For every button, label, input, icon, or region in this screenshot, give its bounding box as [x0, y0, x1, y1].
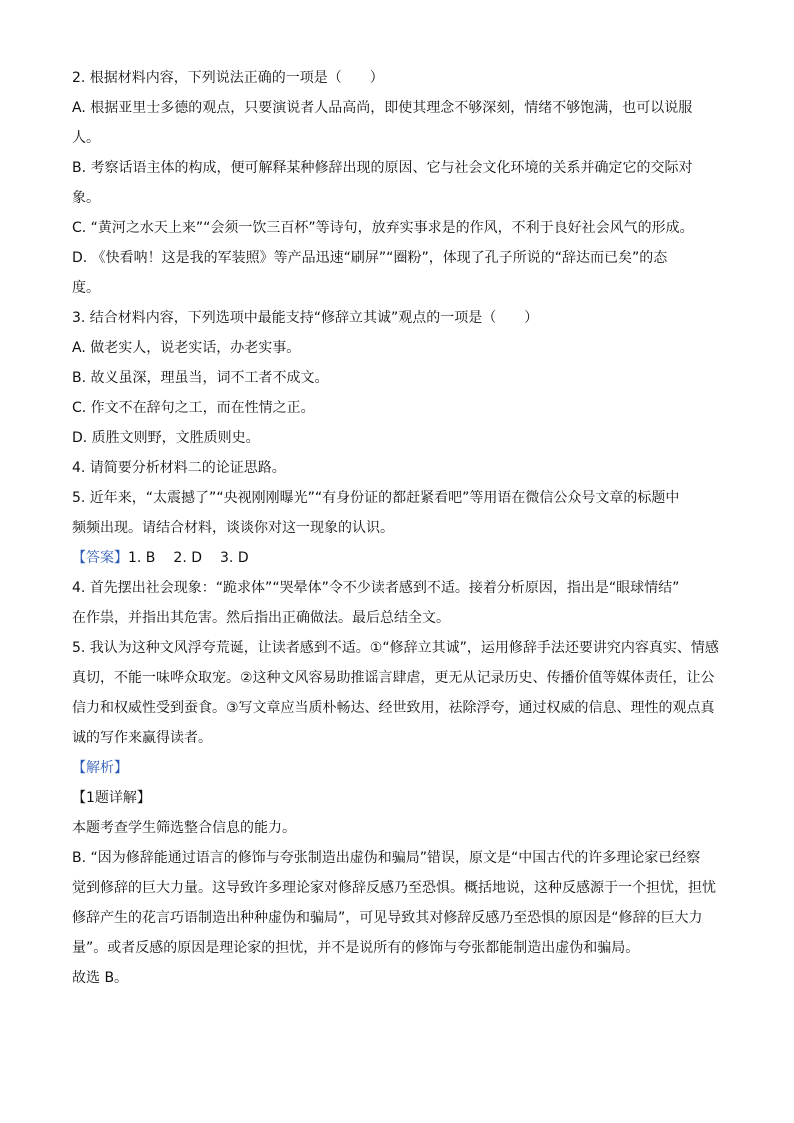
q2-stem: 2. 根据材料内容，下列说法正确的一项是（ ） [72, 70, 384, 86]
q3-option-b: B. 故义虽深，理虽当，词不工者不成文。 [72, 370, 329, 386]
answer-5-line1: 5. 我认为这种文风浮夸荒诞，让读者感到不适。①“修辞立其诚”，运用修辞手法还要讲究内容真实、情感 [72, 640, 719, 656]
answer-2: 2. D [173, 550, 203, 566]
q3-option-a: A. 做老实人，说老实话，办老实事。 [72, 340, 301, 356]
analysis-label: 【解析】 [72, 760, 128, 776]
q2-option-d-line1: D. 《快看呐！这是我的军装照》等产品迅速“刷屏”“圈粉”，体现了孔子所说的“辞达而已矣”的态 [72, 250, 668, 266]
q2-option-b-line2: 象。 [72, 190, 100, 206]
q4-stem: 4. 请简要分析材料二的论证思路。 [72, 460, 286, 476]
analysis-line2: 觉到修辞的巨大力量。这导致许多理论家对修辞反感乃至恐惧。概括地说，这种反感源于一个担忧，担忧 [72, 880, 716, 896]
analysis-conclusion: 故选 B。 [72, 970, 129, 986]
q2-option-a-line2: 人。 [72, 130, 100, 146]
q3-option-c: C. 作文不在辞句之工，而在性情之正。 [72, 400, 315, 416]
analysis-line1: B. “因为修辞能通过语言的修饰与夸张制造出虚伪和骗局”错误，原文是“中国古代的许多理论家已经察 [72, 850, 701, 866]
q2-option-a-line1: A. 根据亚里士多德的观点，只要演说者人品高尚，即使其理念不够深刻，情绪不够饱满，也可以说服 [72, 100, 693, 116]
q3-option-d: D. 质胜文则野，文胜质则史。 [72, 430, 260, 446]
q3-stem: 3. 结合材料内容，下列选项中最能支持“修辞立其诚”观点的一项是（ ） [72, 310, 539, 326]
q2-option-d-line2: 度。 [72, 280, 100, 296]
analysis-line4: 量”。或者反感的原因是理论家的担忧，并不是说所有的修饰与夸张都能制造出虚伪和骗局。 [72, 940, 640, 956]
answer-1: 1. B [128, 550, 156, 566]
answer-5-line3: 信力和权威性受到蚕食。③写文章应当质朴畅达、经世致用，祛除浮夸，通过权威的信息、理性的观点真 [72, 700, 715, 716]
q5-stem-line2: 频频出现。请结合材料，谈谈你对这一现象的认识。 [72, 520, 394, 536]
answer-row [72, 543, 724, 573]
q2-option-c: C. “黄河之水天上来”“会须一饮三百杯”等诗句，放弃实事求是的作风，不利于良好社会风气的形成。 [72, 220, 694, 236]
answer-5-line2: 真切，不能一味哗众取宠。②这种文风容易助推谣言肆虐，更无从记录历史、传播价值等媒体责任，让公 [72, 670, 715, 686]
answer-label: 【答案】 [72, 550, 128, 566]
answer-3: 3. D [220, 550, 249, 566]
answer-4-line1: 4. 首先摆出社会现象：“跪求体”“哭晕体”令不少读者感到不适。接着分析原因，指出是“眼球情结” [72, 580, 680, 596]
q2-option-b-line1: B. 考察话语主体的构成，便可解释某种修辞出现的原因、它与社会文化环境的关系并确定它的交际对 [72, 160, 693, 176]
q5-stem-line1: 5. 近年来，“太震撼了”“央视刚刚曝光”“有身份证的都赶紧看吧”等用语在微信公众号文章的标题中 [72, 490, 680, 506]
answer-5-line4: 诚的写作来赢得读者。 [72, 730, 212, 746]
analysis-line3: 修辞产生的花言巧语制造出种种虚伪和骗局”，可见导致其对修辞反感乃至恐惧的原因是“修辞的巨大力 [72, 910, 703, 926]
answer-4-line2: 在作祟，并指出其危害。然后指出正确做法。最后总结全文。 [72, 610, 450, 626]
detail-heading: 【1题详解】 [72, 790, 151, 806]
analysis-intro: 本题考查学生筛选整合信息的能力。 [72, 820, 296, 836]
